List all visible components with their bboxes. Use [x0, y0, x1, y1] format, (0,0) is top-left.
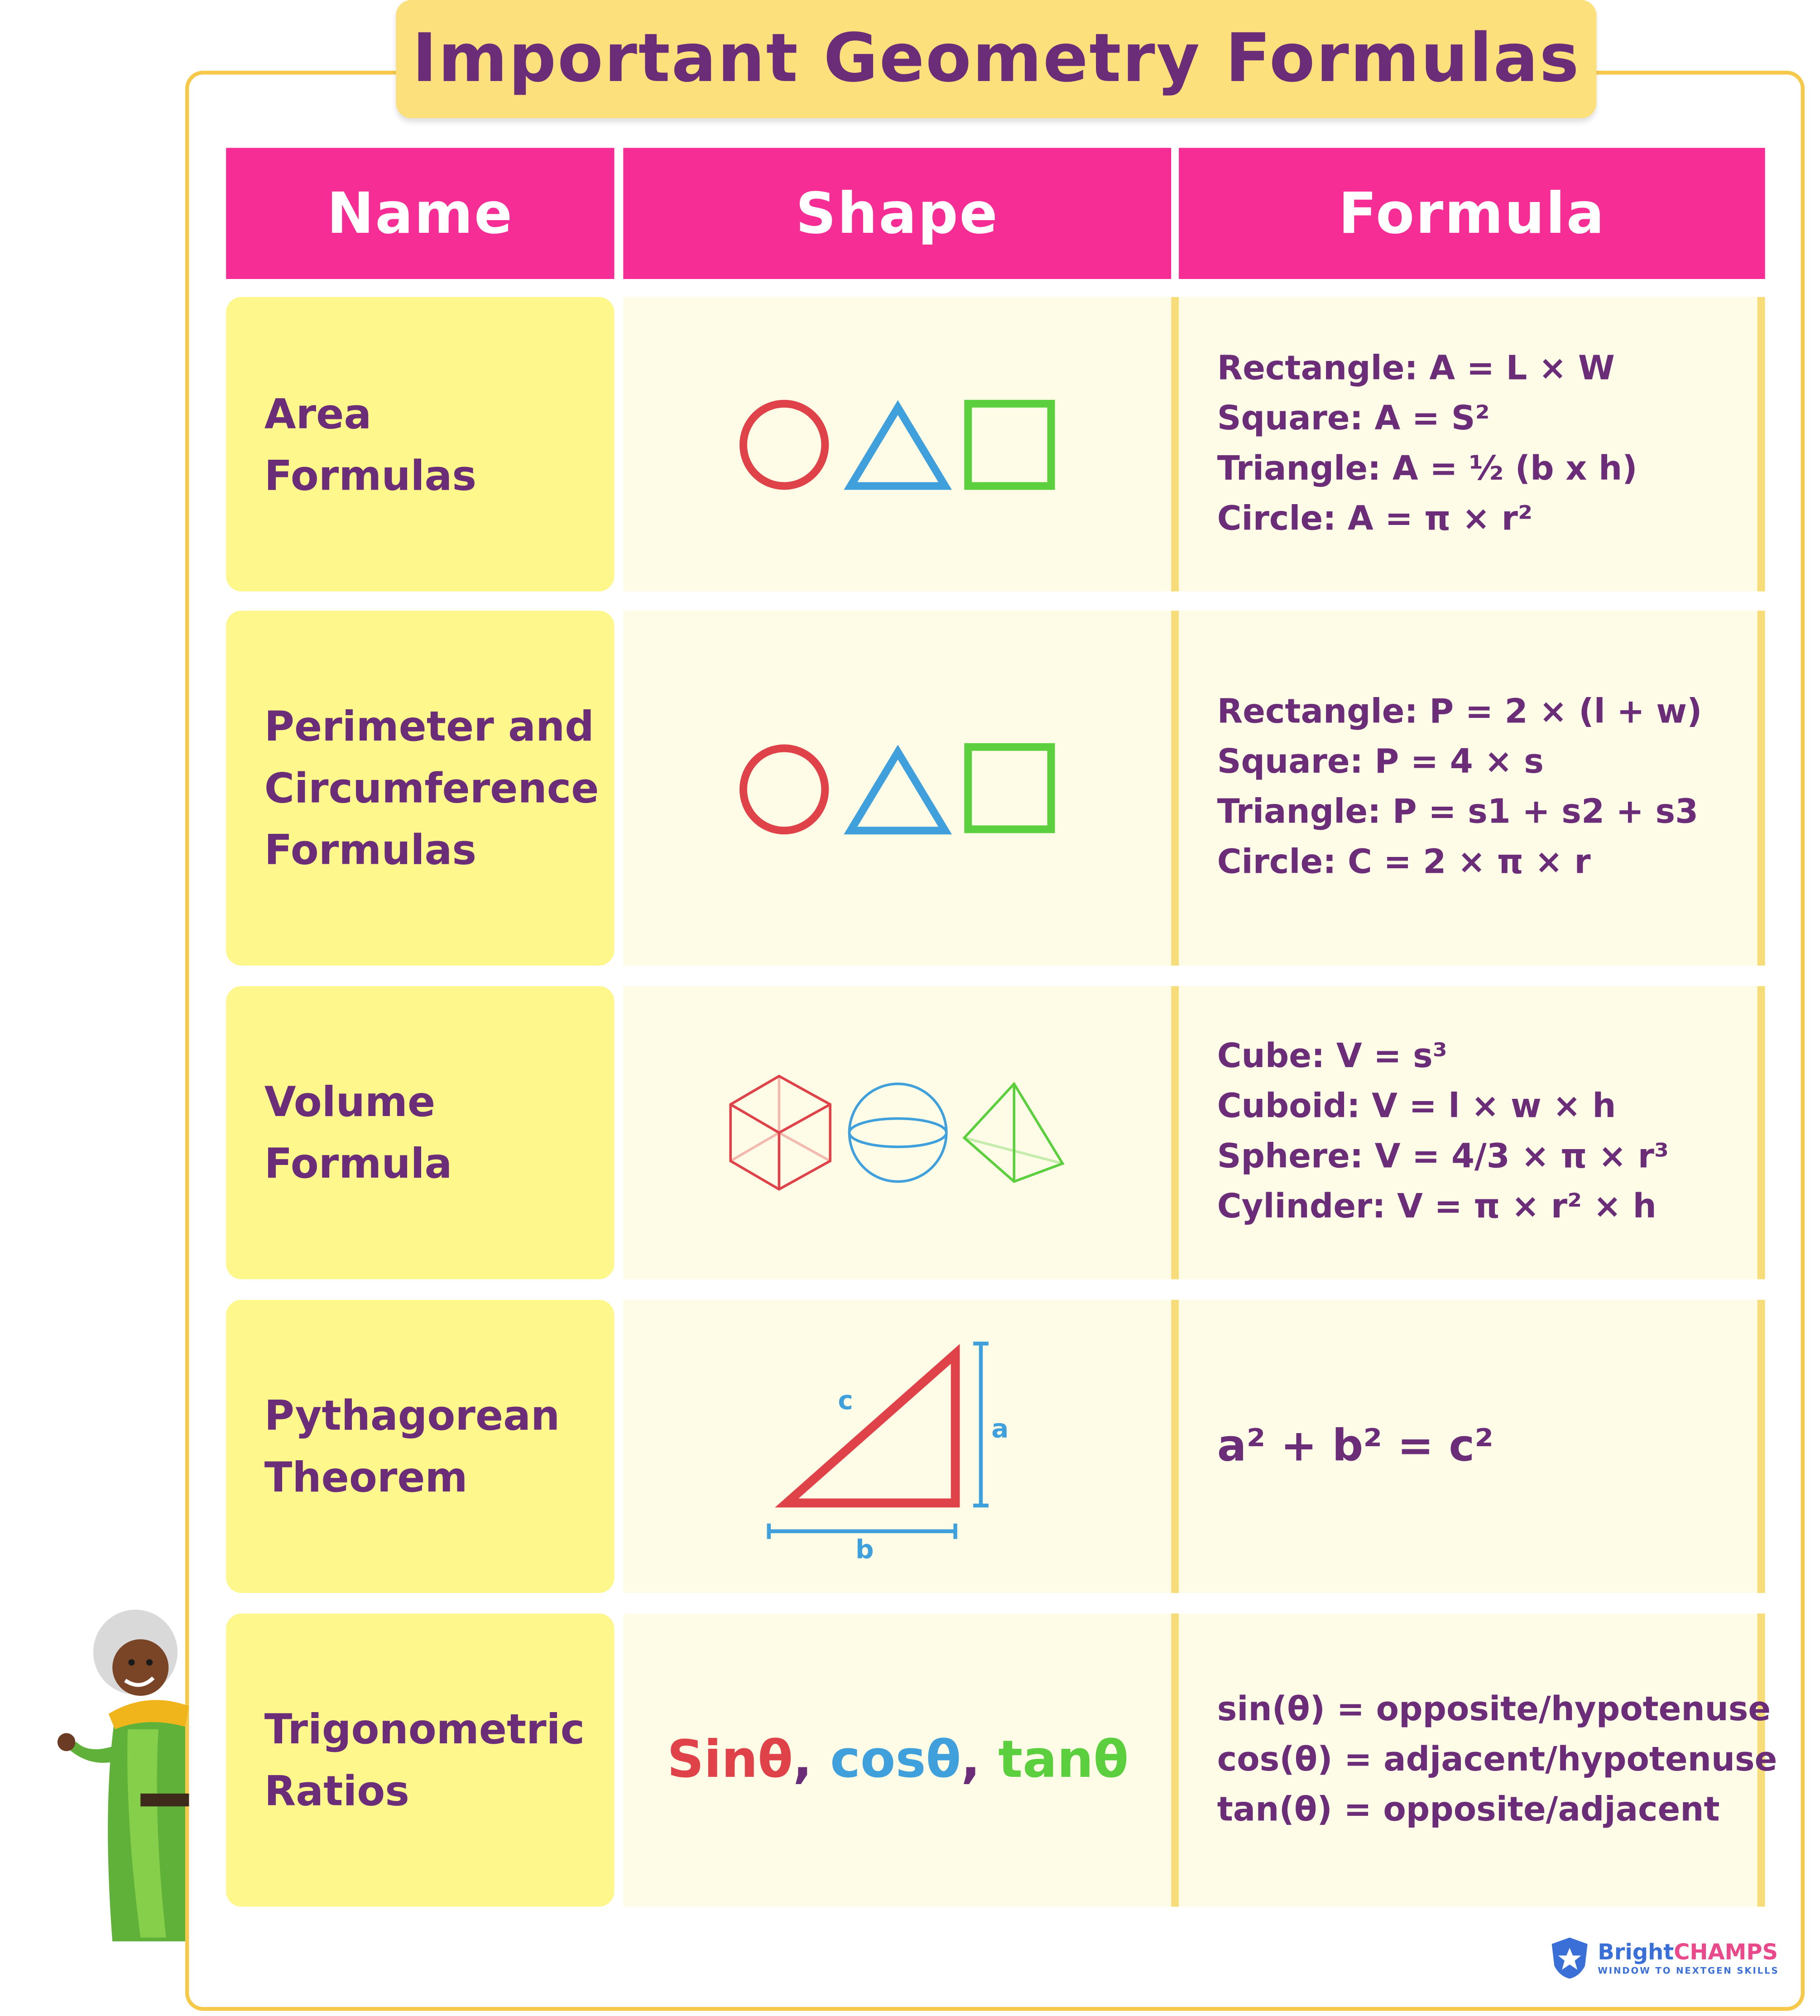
formula-line: Triangle: P = s1 + s2 + s3	[1217, 793, 1699, 832]
triangle-shape-icon	[850, 408, 945, 486]
square-shape-icon	[968, 404, 1051, 486]
formula-line: Sphere: V = 4/3 × π × r³	[1217, 1138, 1669, 1177]
row-trig-name	[226, 1613, 614, 1906]
separator: ,	[792, 1730, 831, 1790]
formula-line: sin(θ) = opposite/hypotenuse	[1217, 1690, 1771, 1729]
logo-tagline: WINDOW TO NEXTGEN SKILLS	[1598, 1966, 1779, 1976]
brightchamps-logo	[1549, 1935, 1779, 1981]
shield-logo-icon	[1549, 1935, 1590, 1981]
row-area-name	[226, 297, 614, 592]
row-name-label: Perimeter and Circumference Formulas	[264, 702, 599, 875]
right-triangle-icon	[787, 1354, 955, 1503]
row-volume-formulas	[1171, 986, 1765, 1279]
header-name: Name	[226, 148, 614, 279]
formula-line: Triangle: A = ½ (b x h)	[1217, 449, 1638, 488]
triangle-shape-icon	[850, 752, 945, 831]
row-perimeter-name	[226, 611, 614, 965]
row-perimeter-formulas	[1171, 611, 1765, 965]
square-shape-icon	[968, 747, 1051, 829]
label-c: c	[838, 1385, 853, 1416]
row-volume-name	[226, 986, 614, 1279]
formula-line: Circle: C = 2 × π × r	[1217, 843, 1591, 882]
row-name-label: Pythagorean Theorem	[264, 1391, 560, 1502]
row-trig-shapes	[623, 1613, 1172, 1906]
row-name-label: Trigonometric Ratios	[264, 1704, 585, 1816]
circle-shape-icon	[743, 404, 825, 486]
row-volume-shapes	[623, 986, 1172, 1279]
header-shape: Shape	[623, 148, 1171, 279]
formula-line: Square: A = S²	[1217, 399, 1490, 438]
row-pythagorean-shapes	[623, 1300, 1172, 1593]
height-measure-icon	[973, 1343, 989, 1506]
formula-line: tan(θ) = opposite/adjacent	[1217, 1790, 1720, 1829]
formula-line: Cuboid: V = l × w × h	[1217, 1087, 1616, 1126]
page-title: Important Geometry Formulas	[412, 20, 1580, 98]
formula-line: Cube: V = s³	[1217, 1037, 1447, 1076]
formula-line: cos(θ) = adjacent/hypotenuse	[1217, 1740, 1777, 1779]
formula-line: Rectangle: P = 2 × (l + w)	[1217, 693, 1702, 732]
formula-line: Rectangle: A = L × W	[1217, 349, 1615, 388]
pythagorean-formula: a² + b² = c²	[1217, 1420, 1494, 1472]
logo-champs: CHAMPS	[1674, 1940, 1778, 1966]
formula-line: Cylinder: V = π × r² × h	[1217, 1188, 1657, 1227]
trig-functions	[623, 1613, 1172, 1906]
pyramid-shape-icon	[964, 1084, 1062, 1182]
row-name-label: Volume Formula	[264, 1077, 452, 1188]
row-area-formulas	[1171, 297, 1765, 592]
sin-label: Sinθ	[667, 1730, 793, 1790]
title-banner	[396, 0, 1596, 118]
cube-shape-icon	[730, 1076, 830, 1189]
row-pythagorean-formulas	[1171, 1300, 1765, 1593]
label-b: b	[855, 1535, 874, 1565]
tan-label: tanθ	[998, 1730, 1129, 1790]
header-formula: Formula	[1179, 148, 1765, 279]
circle-shape-icon	[743, 748, 825, 831]
row-trig-formulas	[1171, 1613, 1777, 1906]
mascot-character	[51, 1601, 192, 1948]
row-perimeter-shapes	[623, 611, 1172, 965]
row-pythagorean-name	[226, 1300, 614, 1593]
logo-bright: Bright	[1598, 1940, 1674, 1966]
row-name-label: Area Formulas	[264, 389, 477, 500]
formula-line: Square: P = 4 × s	[1217, 743, 1544, 782]
row-area-shapes	[623, 297, 1172, 592]
label-a: a	[991, 1414, 1009, 1444]
formula-line: Circle: A = π × r²	[1217, 499, 1533, 538]
separator: ,	[961, 1730, 999, 1790]
sphere-shape-icon	[849, 1084, 946, 1182]
cos-label: cosθ	[830, 1730, 961, 1790]
